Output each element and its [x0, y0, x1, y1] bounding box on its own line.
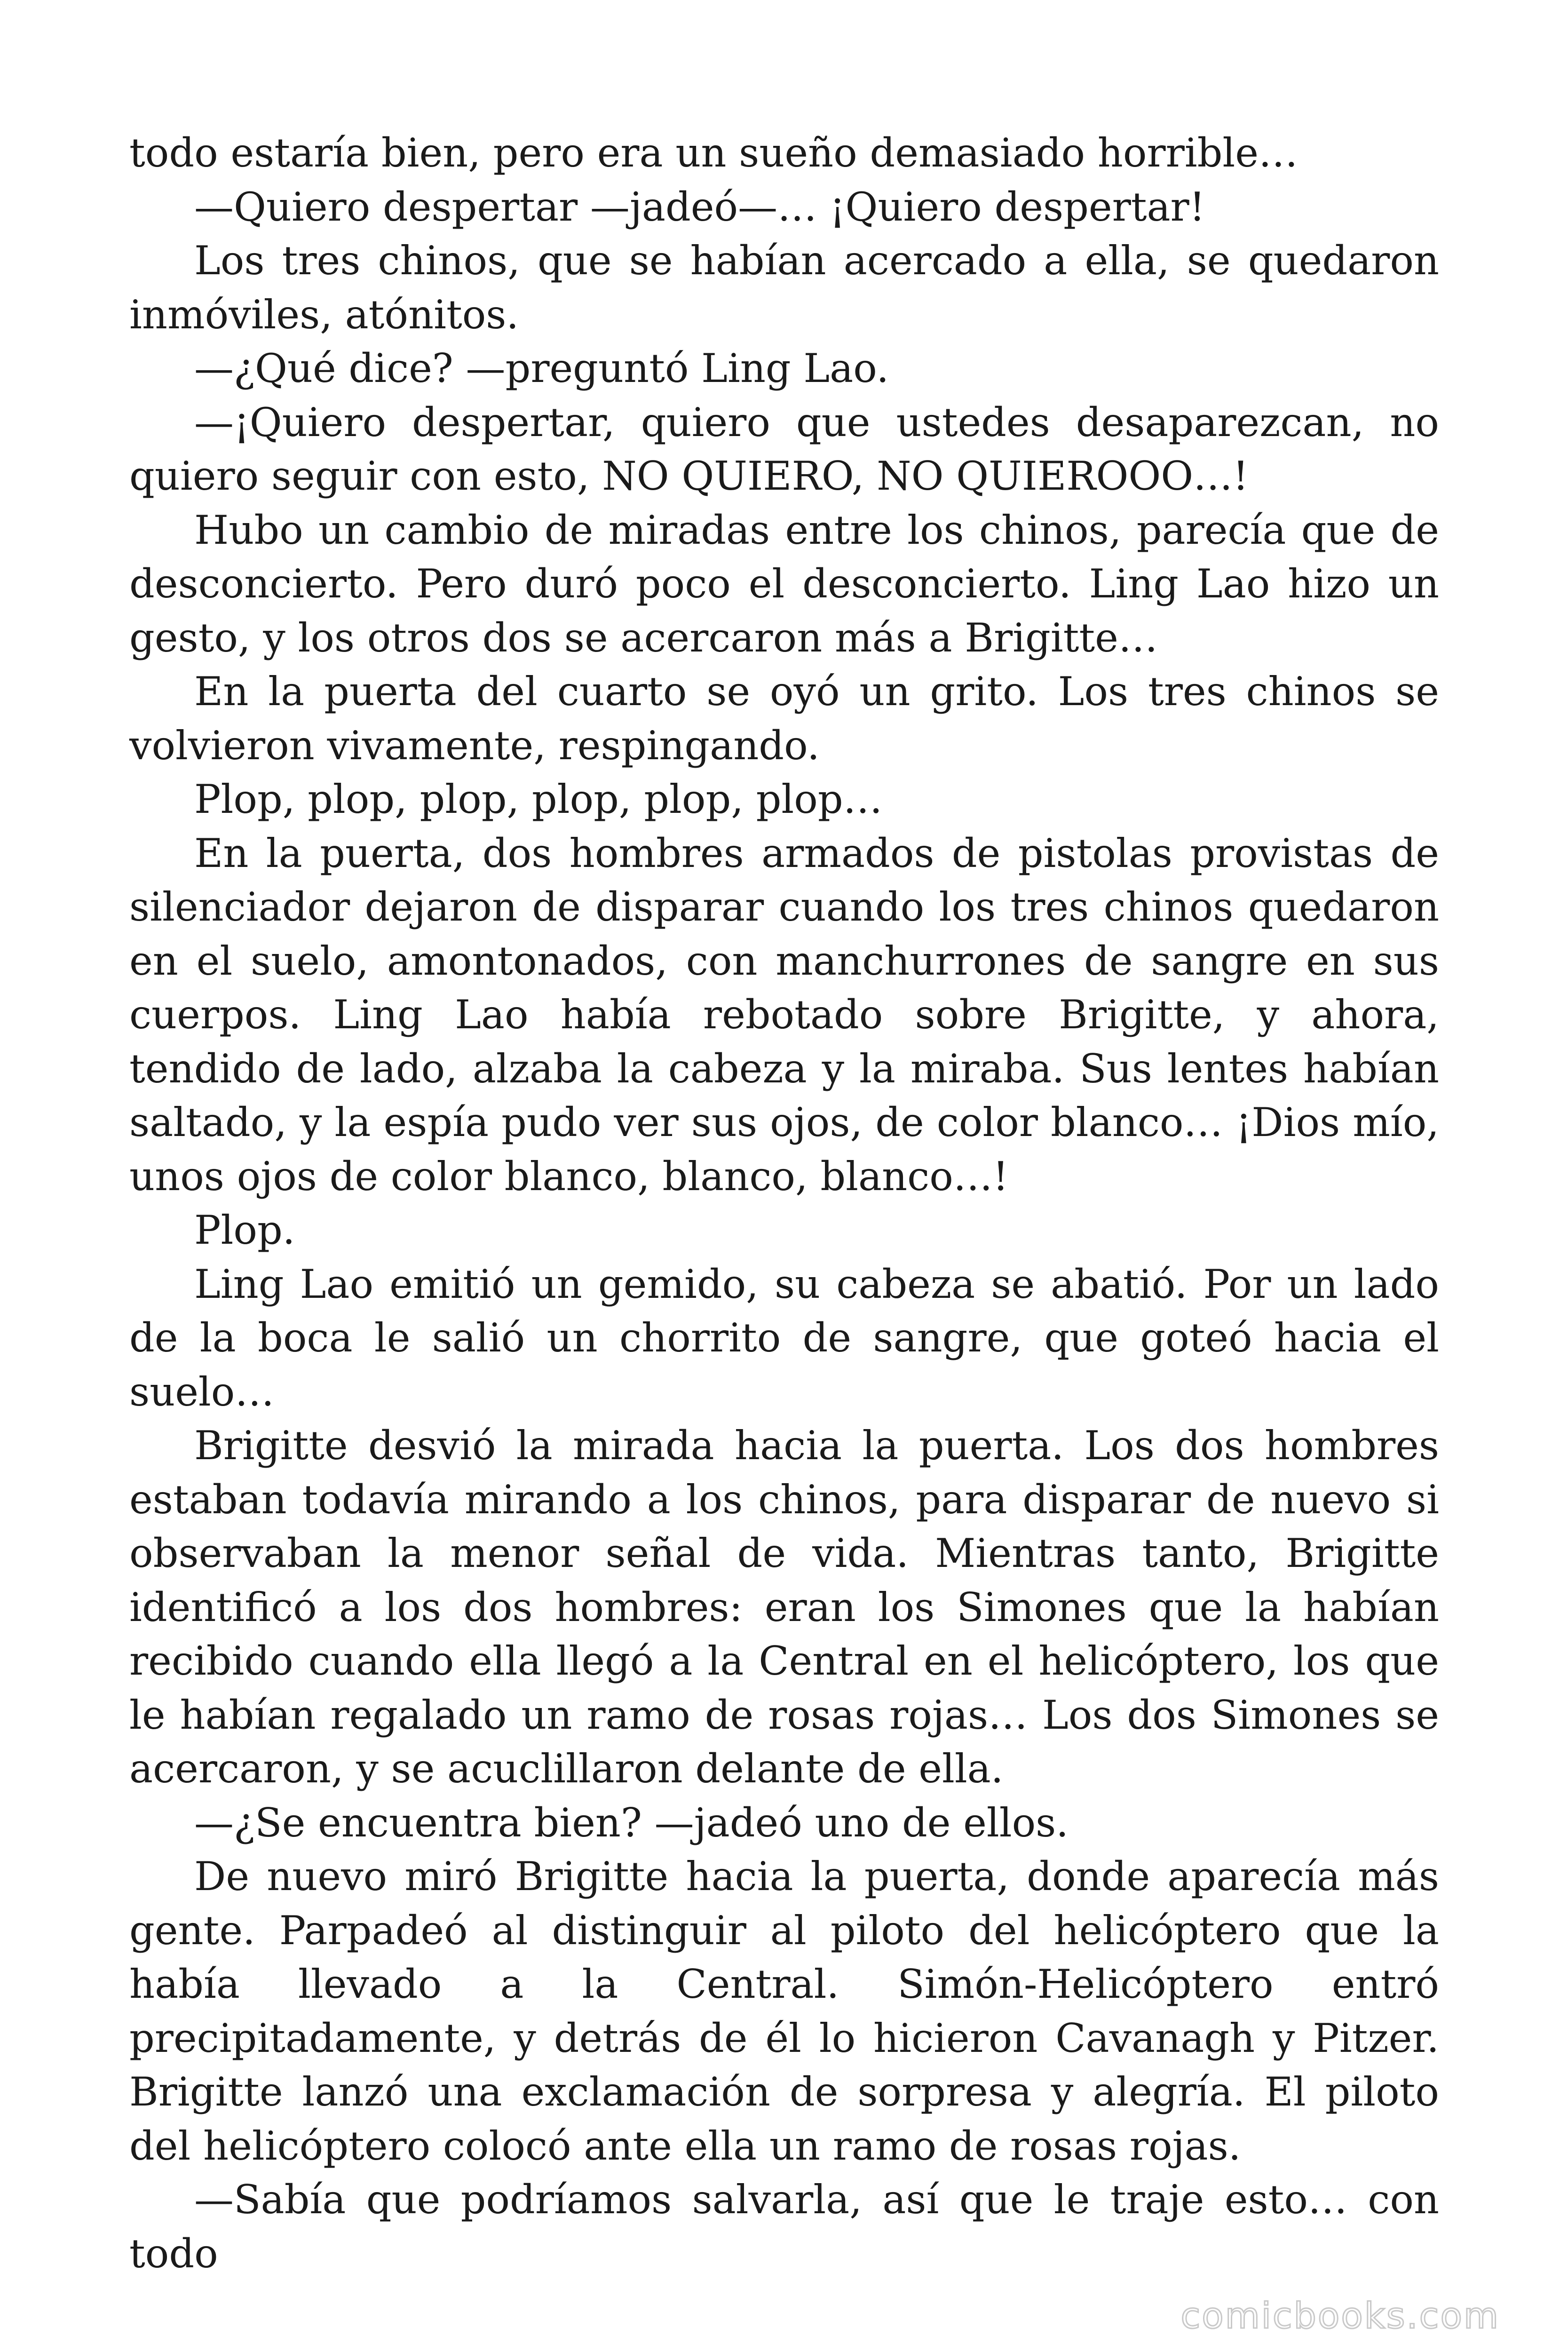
paragraph: Los tres chinos, que se habían acercado a ella, se quedaron inmóviles, atónitos. [129, 238, 1439, 338]
paragraph: —¿Se encuentra bien? —jadeó uno de ellos. [194, 1799, 1069, 1846]
paragraph: En la puerta del cuarto se oyó un grito. Los tres chinos se volvieron vivamente, respingando. [129, 668, 1439, 769]
paragraph: —Quiero despertar —jadeó—… ¡Quiero despertar! [194, 183, 1205, 230]
paragraph: —¿Qué dice? —preguntó Ling Lao. [194, 345, 889, 391]
paragraph: —Sabía que podríamos salvarla, así que le traje esto… con todo [129, 2177, 1439, 2277]
watermark: comicbooks.com [1180, 2295, 1500, 2336]
paragraph: Brigitte desvió la mirada hacia la puerta. Los dos hombres estaban todavía mirando a los chinos, para disparar de nuevo si observaban la menor señal de vida. Mientras tanto, Brigitte identificó a los dos hombres: eran los Simones que la habían recibido cuando ella llegó a la Central en el helicóptero, los que le habían regalado un ramo de rosas rojas… Los dos Simones se acercaron, y se acuclillaron delante de ella. [129, 1422, 1439, 1792]
paragraph: Plop, plop, plop, plop, plop, plop… [194, 776, 883, 822]
paragraph: todo estaría bien, pero era un sueño demasiado horrible… [129, 130, 1298, 176]
paragraph: Ling Lao emitió un gemido, su cabeza se abatió. Por un lado de la boca le salió un chorrito de sangre, que goteó hacia el suelo… [129, 1261, 1439, 1415]
paragraph: De nuevo miró Brigitte hacia la puerta, donde aparecía más gente. Parpadeó al distinguir al piloto del helicóptero que la había llevado a la Central. Simón-Helicóptero entró precipitadamente, y detrás de él lo hicieron Cavanagh y Pitzer. Brigitte lanzó una exclamación de sorpresa y alegría. El piloto del helicóptero colocó ante ella un ramo de rosas rojas. [129, 1853, 1439, 2169]
paragraph: Plop. [194, 1207, 295, 1253]
body-text [129, 126, 1439, 2280]
paragraph: Hubo un cambio de miradas entre los chinos, parecía que de desconcierto. Pero duró poco el desconcierto. Ling Lao hizo un gesto, y los otros dos se acercaron más a Brigitte… [129, 507, 1439, 661]
paragraph: —¡Quiero despertar, quiero que ustedes desaparezcan, no quiero seguir con esto, NO QUIERO, NO QUIEROOO…! [129, 399, 1439, 499]
paragraph: En la puerta, dos hombres armados de pistolas provistas de silenciador dejaron de disparar cuando los tres chinos quedaron en el suelo, amontonados, con manchurrones de sangre en sus cuerpos. Ling Lao había rebotado sobre Brigitte, y ahora, tendido de lado, alzaba la cabeza y la miraba. Sus lentes habían saltado, y la espía pudo ver sus ojos, de color blanco… ¡Dios mío, unos ojos de color blanco, blanco, blanco…! [129, 830, 1439, 1200]
